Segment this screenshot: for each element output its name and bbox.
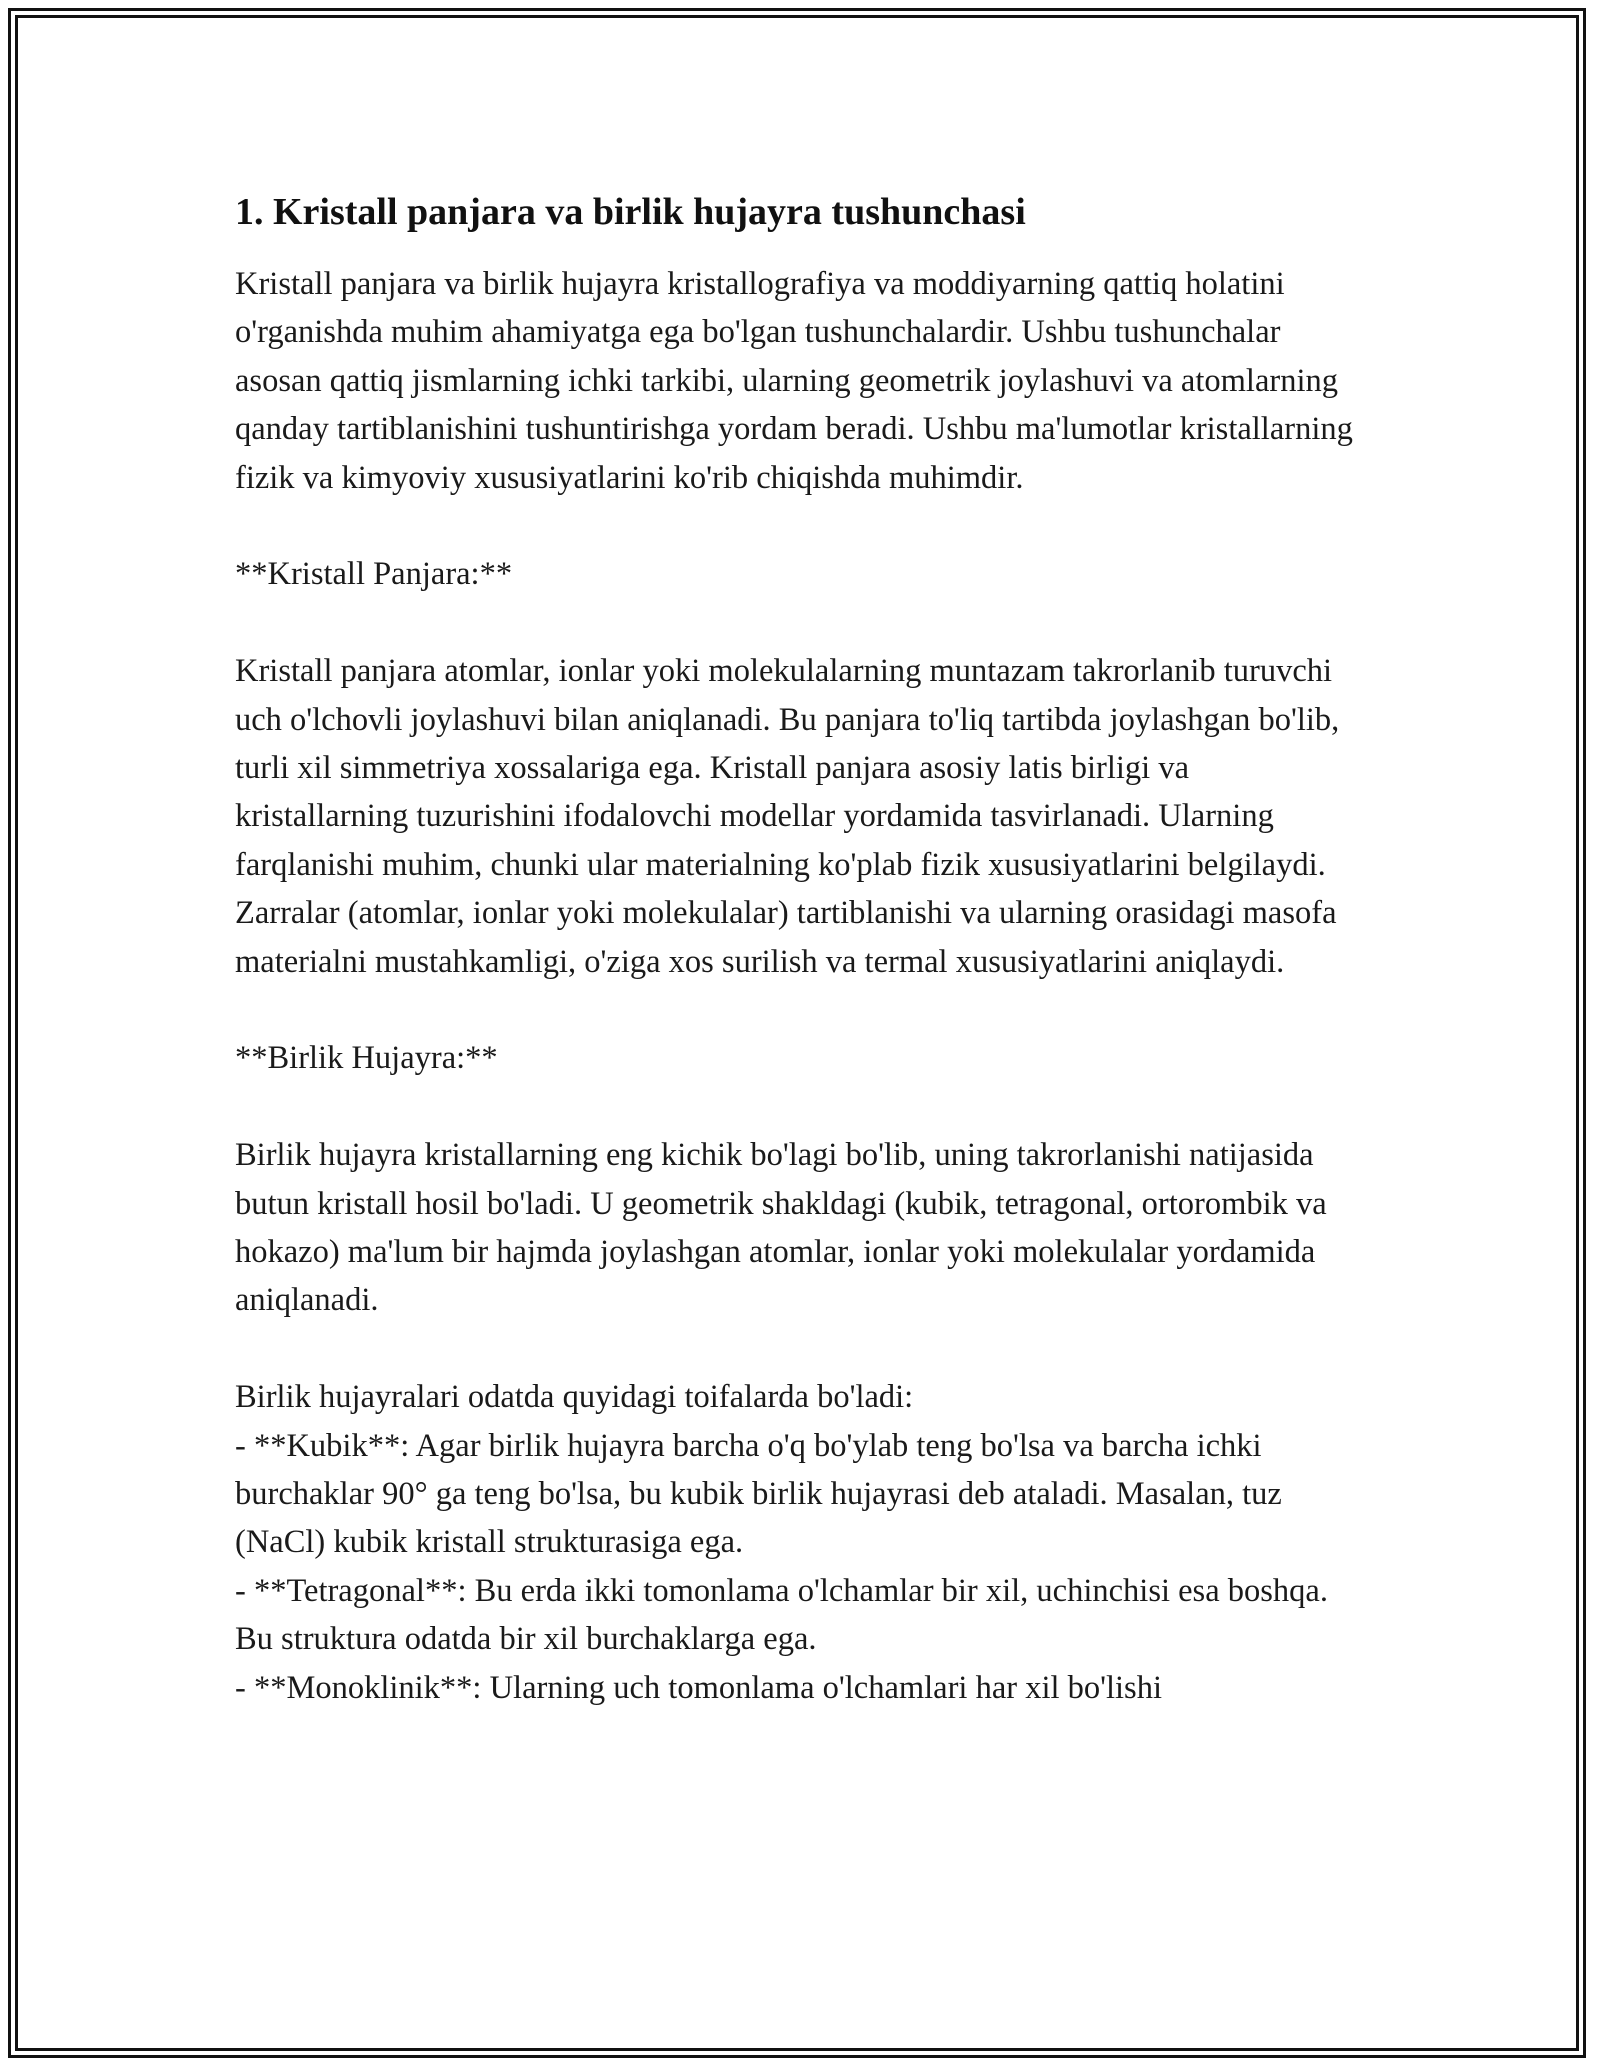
document-body bbox=[235, 188, 1365, 1712]
kristall-panjara-paragraph: Kristall panjara atomlar, ionlar yoki molekulalarning muntazam takrorlanib turuvchi uch o'lchovli joylashuvi bilan aniqlanadi. Bu panjara to'liq tartibda joylashgan bo'lib, turli xil simmetriya xossalariga ega. Kristall panjara asosiy latis birligi va kristallarning tuzurishini ifodalovchi modellar yordamida tasvirlanadi. Ularning farqlanishi muhim, chunki ular materialning ko'plab fizik xususiyatlarini belgilaydi. Zarralar (atomlar, ionlar yoki molekulalar) tartiblanishi va ularning orasidagi masofa materialni mustahkamligi, o'ziga xos surilish va termal xususiyatlarini aniqlaydi. bbox=[235, 653, 1340, 980]
birlik-hujayra-paragraph: Birlik hujayra kristallarning eng kichik bo'lagi bo'lib, uning takrorlanishi natijasida butun kristall hosil bo'ladi. U geometrik shakldagi (kubik, tetragonal, ortorombik va hokazo) ma'lum bir hajmda joylashgan atomlar, ionlar yoki molekulalar yordamida aniqlanadi. bbox=[235, 1137, 1327, 1319]
section-heading-birlik-hujayra: **Birlik Hujayra:** bbox=[235, 1040, 498, 1077]
list-item-monoklinik: - **Monoklinik**: Ularning uch tomonlama o'lchamlari har xil bo'lishi bbox=[235, 1669, 1162, 1706]
list-item-kubik: - **Kubik**: Agar birlik hujayra barcha o'q bo'ylab teng bo'lsa va barcha ichki burchaklar 90° ga teng bo'lsa, bu kubik birlik hujayrasi deb ataladi. Masalan, tuz (NaCl) kubik kristall strukturasiga ega. bbox=[235, 1427, 1282, 1561]
document-title: 1. Kristall panjara va birlik hujayra tushunchasi bbox=[235, 191, 1026, 233]
list-item-tetragonal: - **Tetragonal**: Bu erda ikki tomonlama o'lchamlar bir xil, uchinchisi esa boshqa. Bu struktura odatda bir xil burchaklarga ega. bbox=[235, 1572, 1328, 1658]
list-intro: Birlik hujayralari odatda quyidagi toifalarda bo'ladi: bbox=[235, 1379, 914, 1416]
intro-paragraph: Kristall panjara va birlik hujayra kristallografiya va moddiyarning qattiq holatini o'rganishda muhim ahamiyatga ega bo'lgan tushunchalardir. Ushbu tushunchalar asosan qattiq jismlarning ichki tarkibi, ularning geometrik joylashuvi va atomlarning qanday tartiblanishini tushuntirishga yordam beradi. Ushbu ma'lumotlar kristallarning fizik va kimyoviy xususiyatlarini ko'rib chiqishda muhimdir. bbox=[235, 266, 1353, 496]
unit-cell-types-list bbox=[235, 1373, 1365, 1712]
section-heading-kristall-panjara: **Kristall Panjara:** bbox=[235, 556, 513, 593]
